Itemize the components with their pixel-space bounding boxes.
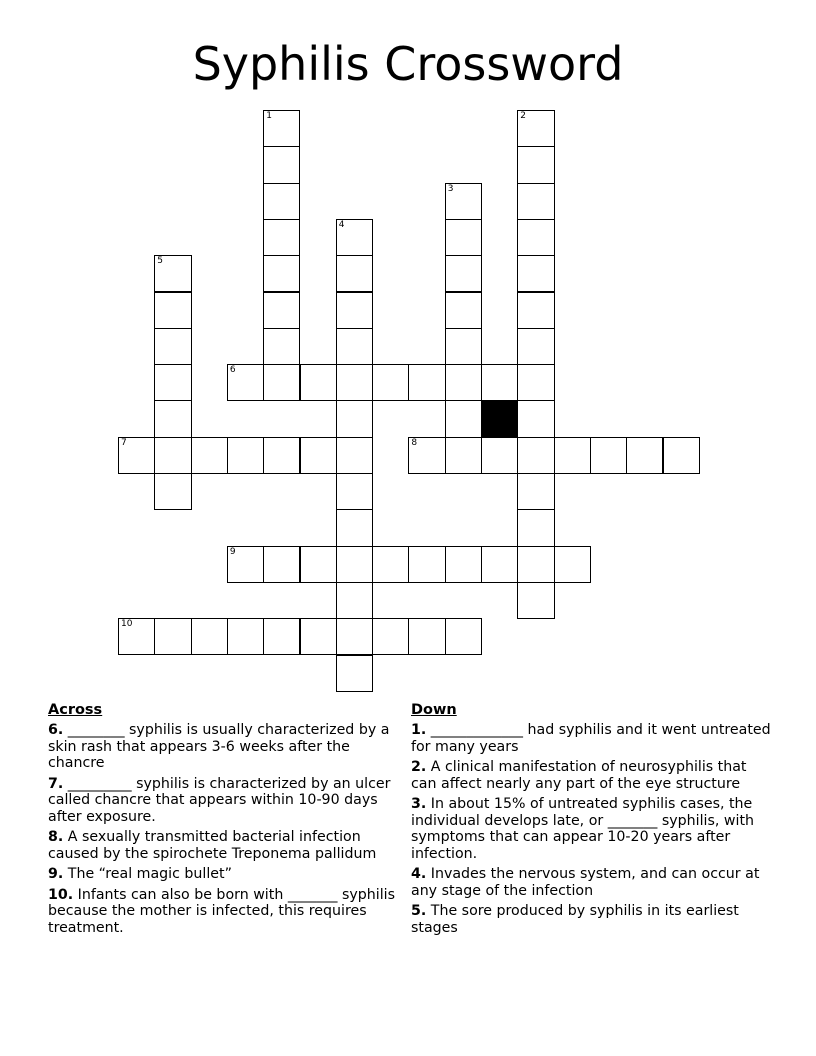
grid-cell[interactable] bbox=[263, 292, 300, 329]
grid-cell[interactable] bbox=[445, 364, 482, 401]
grid-cell[interactable] bbox=[263, 110, 300, 147]
grid-cell[interactable] bbox=[336, 255, 373, 292]
grid-cell[interactable] bbox=[336, 219, 373, 256]
grid-cell[interactable] bbox=[445, 546, 482, 583]
grid-cell[interactable] bbox=[445, 437, 482, 474]
clue-down-5: 5. The sore produced by syphilis in its earliest stages bbox=[411, 903, 739, 936]
clue-across-8: 8. A sexually transmitted bacterial infection caused by the spirochete Treponema pallidum bbox=[48, 829, 377, 862]
grid-cell[interactable] bbox=[517, 219, 554, 256]
grid-cell[interactable] bbox=[372, 546, 409, 583]
grid-cell[interactable] bbox=[336, 546, 373, 583]
grid-block-cell bbox=[481, 400, 518, 437]
grid-cell[interactable] bbox=[445, 292, 482, 329]
clue-across-6: 6. ________ syphilis is usually characterized by a skin rash that appears 3-6 weeks after the chancre bbox=[48, 722, 390, 771]
grid-cell[interactable] bbox=[517, 473, 554, 510]
grid-cell[interactable] bbox=[227, 546, 264, 583]
grid-cell[interactable] bbox=[408, 364, 445, 401]
clue-down-4: 4. Invades the nervous system, and can occur at any stage of the infection bbox=[411, 866, 760, 899]
grid-cell[interactable] bbox=[263, 364, 300, 401]
grid-cell[interactable] bbox=[300, 364, 337, 401]
grid-cell[interactable] bbox=[372, 618, 409, 655]
grid-cell[interactable] bbox=[336, 473, 373, 510]
grid-cell[interactable] bbox=[300, 618, 337, 655]
grid-cell[interactable] bbox=[445, 618, 482, 655]
grid-clue-number: 8 bbox=[411, 437, 418, 448]
clue-across-7: 7. _________ syphilis is characterized by an ulcer called chancre that appears within 10-90 days after exposure. bbox=[48, 775, 391, 825]
grid-cell[interactable] bbox=[445, 255, 482, 292]
grid-cell[interactable] bbox=[336, 509, 373, 546]
grid-cell[interactable] bbox=[263, 255, 300, 292]
grid-cell[interactable] bbox=[118, 437, 155, 474]
grid-cell[interactable] bbox=[517, 328, 554, 365]
grid-cell[interactable] bbox=[554, 546, 591, 583]
grid-cell[interactable] bbox=[481, 364, 518, 401]
clue-down-3: 3. In about 15% of untreated syphilis cases, the individual develops late, or _______ syphilis, with symptoms that can appear 10-20 years after infection. bbox=[411, 796, 755, 862]
grid-cell[interactable] bbox=[336, 400, 373, 437]
grid-cell[interactable] bbox=[517, 292, 554, 329]
grid-cell[interactable] bbox=[263, 183, 300, 220]
grid-cell[interactable] bbox=[227, 437, 264, 474]
grid-clue-number: 2 bbox=[520, 111, 527, 121]
grid-cell[interactable] bbox=[263, 146, 300, 183]
grid-cell[interactable] bbox=[408, 618, 445, 655]
grid-cell[interactable] bbox=[263, 328, 300, 365]
grid-cell[interactable] bbox=[154, 400, 191, 437]
clue-down-1: 1. _____________ had syphilis and it went untreated for many years bbox=[411, 722, 771, 755]
grid-cell[interactable] bbox=[300, 546, 337, 583]
grid-cell[interactable] bbox=[336, 364, 373, 401]
down-heading: Down bbox=[411, 702, 457, 718]
grid-cell[interactable] bbox=[445, 219, 482, 256]
grid-cell[interactable] bbox=[408, 546, 445, 583]
across-clues bbox=[48, 702, 400, 940]
grid-cell[interactable] bbox=[227, 364, 264, 401]
grid-cell[interactable] bbox=[227, 618, 264, 655]
grid-clue-number: 10 bbox=[121, 619, 133, 630]
grid-cell[interactable] bbox=[154, 328, 191, 365]
grid-clue-number: 9 bbox=[229, 546, 236, 557]
grid-cell[interactable] bbox=[626, 437, 663, 474]
grid-clue-number: 5 bbox=[157, 256, 164, 267]
grid-cell[interactable] bbox=[154, 292, 191, 329]
grid-clue-number: 7 bbox=[121, 437, 127, 448]
grid-cell[interactable] bbox=[445, 328, 482, 365]
grid-cell[interactable] bbox=[481, 546, 518, 583]
grid-cell[interactable] bbox=[191, 437, 228, 474]
clue-down-2: 2. A clinical manifestation of neurosyphilis that can affect nearly any part of the eye structure bbox=[411, 759, 747, 792]
grid-clue-number: 3 bbox=[447, 183, 454, 194]
grid-cell[interactable] bbox=[154, 473, 191, 510]
grid-cell[interactable] bbox=[517, 146, 554, 183]
grid-clue-number: 4 bbox=[338, 219, 345, 230]
grid-cell[interactable] bbox=[336, 328, 373, 365]
grid-cell[interactable] bbox=[154, 255, 191, 292]
grid-cell[interactable] bbox=[118, 618, 155, 655]
grid-cell[interactable] bbox=[154, 364, 191, 401]
grid-cell[interactable] bbox=[481, 437, 518, 474]
grid-clue-number: 1 bbox=[266, 111, 272, 121]
grid-cell[interactable] bbox=[517, 546, 554, 583]
grid-cell[interactable] bbox=[517, 582, 554, 619]
grid-clue-number: 6 bbox=[229, 365, 236, 376]
grid-cell[interactable] bbox=[263, 618, 300, 655]
grid-cell[interactable] bbox=[336, 437, 373, 474]
grid-cell[interactable] bbox=[191, 618, 228, 655]
grid-cell[interactable] bbox=[517, 110, 554, 147]
grid-cell[interactable] bbox=[154, 437, 191, 474]
grid-cell[interactable] bbox=[554, 437, 591, 474]
grid-cell[interactable] bbox=[336, 292, 373, 329]
grid-cell[interactable] bbox=[445, 183, 482, 220]
grid-cell[interactable] bbox=[590, 437, 627, 474]
grid-cell[interactable] bbox=[336, 582, 373, 619]
grid-cell[interactable] bbox=[372, 364, 409, 401]
grid-cell[interactable] bbox=[445, 400, 482, 437]
grid-cell[interactable] bbox=[517, 255, 554, 292]
grid-cell[interactable] bbox=[154, 618, 191, 655]
grid-cell[interactable] bbox=[663, 437, 700, 474]
grid-cell[interactable] bbox=[517, 509, 554, 546]
grid-cell[interactable] bbox=[263, 219, 300, 256]
grid-cell[interactable] bbox=[517, 437, 554, 474]
grid-cell[interactable] bbox=[517, 183, 554, 220]
grid-cell[interactable] bbox=[263, 437, 300, 474]
across-heading: Across bbox=[48, 702, 103, 718]
grid-cell[interactable] bbox=[300, 437, 337, 474]
grid-cell[interactable] bbox=[408, 437, 445, 474]
grid-cell[interactable] bbox=[336, 618, 373, 655]
down-clues bbox=[411, 702, 771, 940]
grid-cell[interactable] bbox=[336, 655, 373, 692]
grid-cell[interactable] bbox=[517, 400, 554, 437]
page-title: Syphilis Crossword bbox=[192, 37, 624, 91]
clue-across-10: 10. Infants can also be born with _______ syphilis because the mother is infected, this requires treatment. bbox=[48, 886, 395, 936]
grid-cell[interactable] bbox=[517, 364, 554, 401]
clue-across-9: 9. The “real magic bullet” bbox=[48, 866, 232, 882]
grid-cell[interactable] bbox=[263, 546, 300, 583]
